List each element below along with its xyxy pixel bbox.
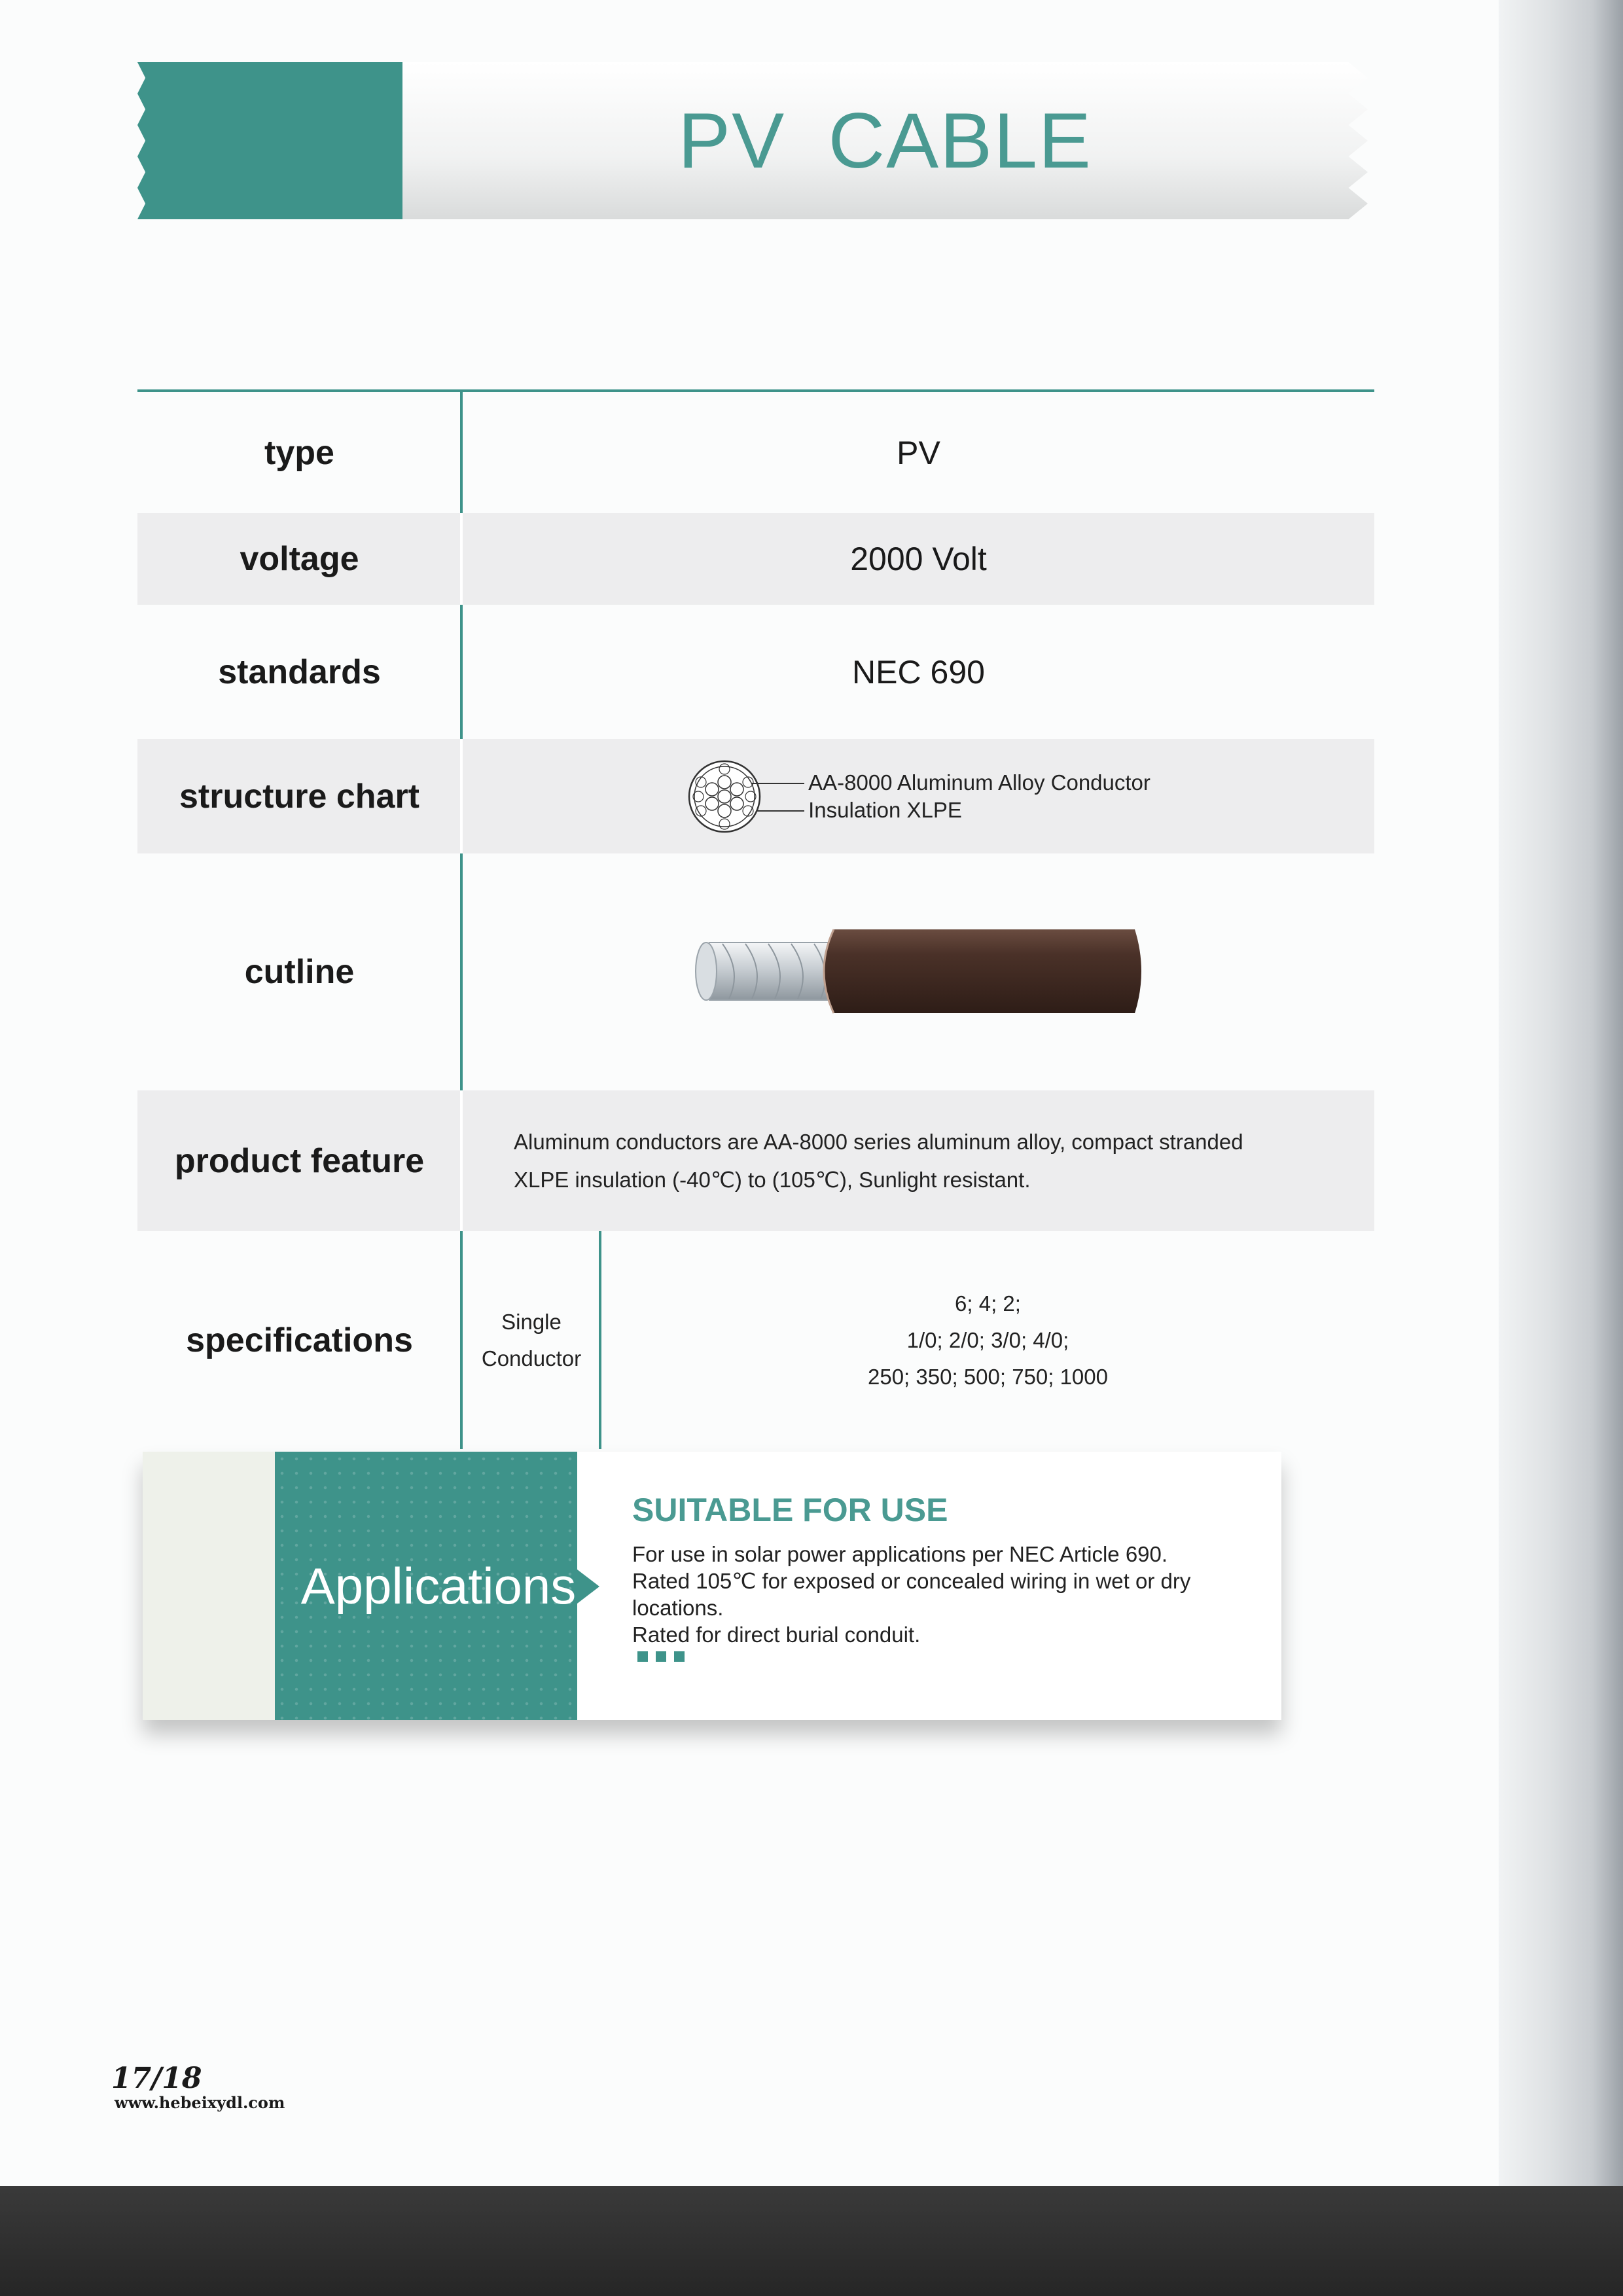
row-label: cutline [244, 953, 355, 991]
website-url: www.hebeixydl.com [115, 2093, 285, 2112]
spec-size-line: 250; 350; 500; 750; 1000 [868, 1364, 1108, 1389]
row-voltage [137, 513, 1374, 605]
feature-description [514, 1090, 1322, 1231]
decorative-dots-icon [637, 1651, 685, 1662]
row-value: NEC 690 [852, 653, 985, 691]
row-type [137, 392, 1374, 513]
page-edge [1499, 0, 1623, 2186]
suitable-line: Rated 105℃ for exposed or concealed wiring in wet or dry locations. [632, 1569, 1191, 1620]
spec-sub-label-line: Conductor [481, 1346, 582, 1371]
banner-teal-block [137, 62, 402, 219]
structure-chart [463, 739, 1374, 853]
cable-cutline-icon [683, 923, 1154, 1021]
row-cutline [137, 853, 1374, 1090]
applications-section [143, 1452, 1281, 1720]
structure-callouts [808, 769, 1150, 824]
suitable-line: Rated for direct burial conduit. [632, 1623, 921, 1647]
row-label: voltage [240, 540, 359, 578]
row-standards [137, 605, 1374, 739]
spec-size-line: 1/0; 2/0; 3/0; 4/0; [906, 1327, 1069, 1352]
suitable-text [632, 1541, 1281, 1648]
conductor-callout: AA-8000 Aluminum Alloy Conductor [808, 770, 1150, 795]
insulation-callout: Insulation XLPE [808, 797, 962, 822]
row-label: type [264, 433, 334, 472]
title-banner [137, 62, 1368, 219]
row-label: specifications [186, 1321, 413, 1359]
scan-background [0, 2186, 1623, 2296]
suitable-line: For use in solar power applications per NEC Article 690. [632, 1542, 1168, 1566]
row-structure-chart [137, 739, 1374, 853]
applications-cream-strip [143, 1452, 275, 1720]
column-divider [460, 1090, 463, 1231]
row-specifications [137, 1231, 1374, 1449]
row-label: standards [218, 653, 381, 691]
spec-sub-label-line: Single [501, 1309, 562, 1334]
spec-sub-label [463, 1231, 600, 1449]
page-number: 17/18 [111, 2062, 202, 2095]
conductor-cross-section-icon [687, 757, 804, 836]
suitable-heading: SUITABLE FOR USE [632, 1492, 948, 1528]
row-label: structure chart [179, 777, 419, 816]
applications-title: Applications [300, 1556, 577, 1615]
spec-sizes [601, 1231, 1374, 1449]
feature-line: Aluminum conductors are AA-8000 series aluminum alloy, compact stranded [514, 1129, 1243, 1154]
row-value: PV [897, 434, 940, 471]
spec-size-line: 6; 4; 2; [955, 1291, 1021, 1316]
feature-line: XLPE insulation (-40℃) to (105℃), Sunlight resistant. [514, 1167, 1031, 1192]
page-title: PV CABLE [678, 97, 1092, 185]
cutline-image [463, 853, 1374, 1090]
row-product-feature [137, 1090, 1374, 1231]
row-value: 2000 Volt [850, 541, 987, 577]
row-label: product feature [174, 1141, 425, 1180]
